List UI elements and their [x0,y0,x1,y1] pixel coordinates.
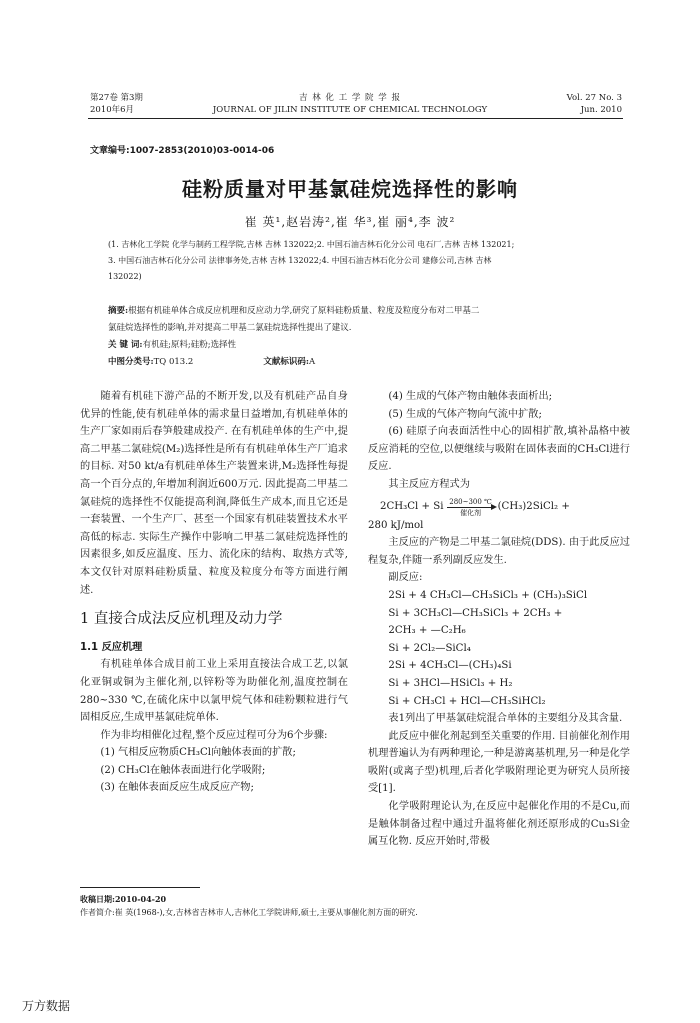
abstract-line: 氯硅烷选择性的影响,并对提高二甲基二氯硅烷选择性提出了建议. [108,323,352,333]
journal-name [200,92,500,116]
footnote [80,892,640,920]
abstract-block [108,303,608,371]
equation-reactants: 2CH₃Cl + Si [380,501,444,513]
side-reaction: Si + 3CH₃Cl—CH₃SiCl₃ + 2CH₃ + [388,607,563,619]
step-item: (2) CH₃Cl在触体表面进行化学吸附; [100,764,266,776]
side-reaction: 2Si + 4 CH₃Cl—CH₃SiCl₃ + (CH₃)₃SiCl [388,589,588,601]
journal-volume-en [567,92,622,116]
received-date: 收稿日期:2010-04-20 [80,894,167,904]
step-item: (1) 气相反应物质CH₃Cl向触体表面的扩散; [100,747,296,759]
body-paragraph: 表1列出了甲基氯硅烷混合单体的主要组分及其含量. [388,713,623,725]
article-number: 文章编号:1007-2853(2010)03-0014-06 [90,146,275,156]
classification-row [108,354,608,371]
body-paragraph: 化学吸附理论认为,在反应中起催化作用的不是Cu,而是触体制备过程中通过升温将催化剂还原形成的Cu₃Si金属互化物. 反应开始时,带极 [368,801,630,848]
footnote-rule [80,887,200,888]
reaction-condition-catalyst: 催化剂 [460,508,482,517]
arrow-line [447,507,495,508]
subsection-heading: 1.1 反应机理 [80,641,143,653]
author-bio: 作者简介:崔 英(1968-),女,吉林省吉林市人,吉林化工学院讲师,硕士,主要从事催化剂方面的研究. [80,908,418,917]
header-rule [88,118,623,119]
equation-products: (CH₃)2SiCl₂ + [497,501,570,513]
abstract-line: 根据有机硅单体合成反应机理和反应动力学,研究了原料硅粉质量、粒度及粒度分布对二甲基二 [128,306,480,316]
reaction-heat: 280 kJ/mol [368,519,424,531]
issue-date-en: Jun. 2010 [580,105,622,115]
volume-issue-en: Vol. 27 No. 3 [566,93,622,103]
clc-label: 中图分类号: [108,357,154,367]
side-reaction: Si + 3HCl—HSiCl₃ + H₂ [388,677,513,689]
section-heading: 1 直接合成法反应机理及动力学 [80,611,283,628]
side-reaction: Si + CH₃Cl + HCl—CH₃SiHCl₂ [388,695,546,707]
main-reaction-equation [368,498,630,517]
journal-name-cn: 吉 林 化 工 学 院 学 报 [299,93,401,103]
step-item: (3) 在触体表面反应生成反应产物; [100,782,254,794]
side-reaction: Si + 2Cl₂—SiCl₄ [388,642,471,654]
keywords-label: 关 键 词: [108,340,143,350]
side-reaction: 2CH₃ + —C₂H₆ [388,625,466,637]
affiliation-line: (1. 吉林化工学院 化学与制药工程学院,吉林 吉林 132022;2. 中国石油吉林石化分公司 电石厂,吉林 吉林 132021; [108,240,515,249]
body-paragraph: 作为非均相催化过程,整个反应过程可分为6个步骤: [100,729,328,741]
body-paragraph: 有机硅单体合成目前工业上采用直接法合成工艺,以氯化亚铜或铜为主催化剂,以锌粉等为助催化剂,温度控制在280~330 ℃,在硫化床中以氯甲烷气体和硅粉颗粒进行气固相反应,生成甲基氯硅烷单体. [80,659,348,724]
affiliations [108,237,608,285]
abstract-text [108,303,608,320]
watermark: 万方数据 [22,999,71,1013]
keywords: 有机硅;原料;硅粉;选择性 [142,340,237,350]
issue-date: 2010年6月 [90,105,135,115]
step-item: (5) 生成的气体产物向气流中扩散; [388,408,542,420]
affiliation-line: 3. 中国石油吉林石化分公司 法律事务处,吉林 吉林 132022;4. 中国石油吉林石化分公司 建修公司,吉林 吉林 [108,256,492,265]
doc-code: A [308,357,316,367]
side-reaction-label: 副反应: [388,572,423,584]
volume-issue: 第27卷 第3期 [90,93,143,103]
step-item: (4) 生成的气体产物由触体表面析出; [388,391,553,402]
affiliation-line: 132022) [108,272,142,281]
doc-code-label: 文献标识码: [263,357,309,367]
right-column [368,388,630,851]
reaction-arrow [447,498,495,517]
author-list: 崔 英¹,赵岩涛²,崔 华³,崔 丽⁴,李 波² [244,215,456,229]
left-column [80,388,348,797]
clc-code: TQ 013.2 [153,357,194,367]
body-paragraph: 此反应中催化剂起到至关重要的作用. 目前催化剂作用机理普遍认为有两种理论,一种是游离基机理,另一种是化学吸附(或离子型)机理,后者化学吸附理论更为研究人员所接受[1]. [368,730,630,795]
abstract-label: 摘要: [108,306,129,316]
side-reaction: 2Si + 4CH₃Cl—(CH₃)₄Si [388,660,512,672]
reaction-condition-temp: 280~300 ℃ [449,497,492,506]
step-item: (6) 硅原子向表面活性中心的固相扩散,填补晶格中被反应消耗的空位,以便继续与吸附在固体表面的CH₃Cl进行反应. [368,426,630,473]
keywords-row [108,337,608,354]
equation-intro: 其主反应方程式为 [388,478,470,490]
journal-volume [90,92,143,116]
paper-title: 硅粉质量对甲基氯硅烷选择性的影响 [182,177,518,201]
journal-name-en: JOURNAL OF JILIN INSTITUTE OF CHEMICAL TECHNOLOGY [212,105,488,115]
intro-paragraph: 随着有机硅下游产品的不断开发,以及有机硅产品自身优异的性能,使有机硅单体的需求量日益增加,有机硅单体的生产厂家如雨后春笋般建成投产. 在有机硅单体的生产中,提高二甲基二氯硅烷(M₂)选择性是所有有机硅单体生产厂追求的目标. 对50 kt/a有机硅单体生产装置来讲,M₂选择性每提高一个百分点的,年增加利润近600万元. 因此提高二甲基二氯硅烷的选择性不仅能提高利润,降低生产成本,而且它还是一套装置、一个生产厂、甚至一个国家有机硅装置技术水平高低的标志. 实际生产操作中影响二甲基二氯硅烷选择性的因素很多,如反应温度、压力、流化床的结构、取热方式等,本文仅针对原料硅粉质量、粒度及粒度分布等方面进行阐述. [80,391,348,596]
body-paragraph: 主反应的产物是二甲基二氯硅烷(DDS). 由于此反应过程复杂,伴随一系列副反应发生. [368,537,630,566]
